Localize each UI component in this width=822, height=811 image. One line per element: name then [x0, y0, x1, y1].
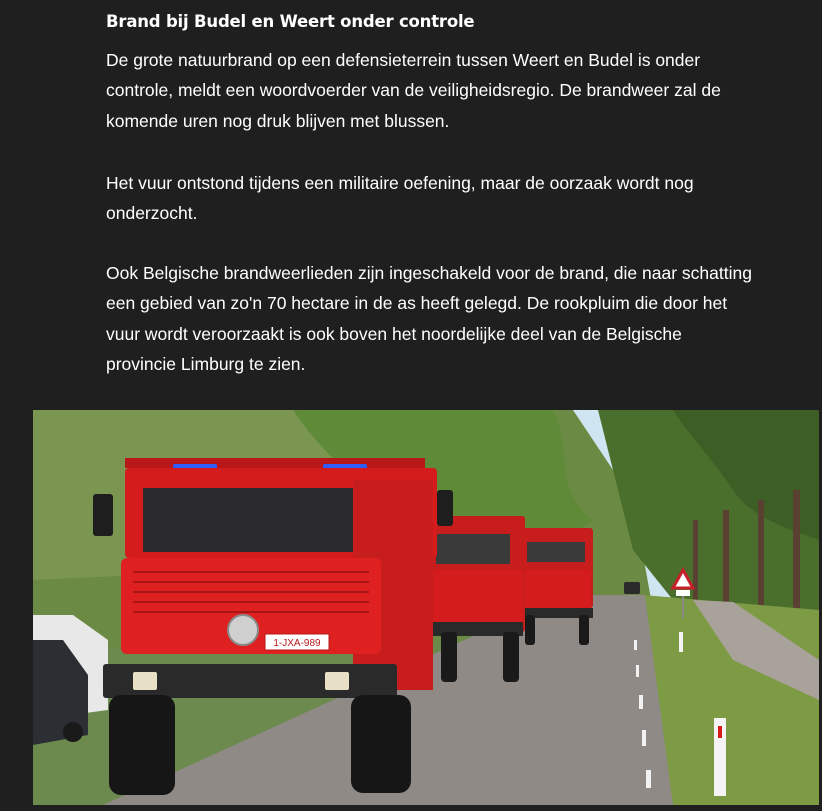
license-plate-text: 1-JXA-989: [273, 638, 321, 649]
article-heading: Brand bij Budel en Weert onder controle: [106, 12, 475, 31]
article-paragraph: Het vuur ontstond tijdens een militaire oefening, maar de oorzaak wordt nog onderzocht.: [106, 173, 694, 224]
article-paragraph: Ook Belgische brandweerlieden zijn ingeschakeld voor de brand, die naar schatting een gebied van zo'n 70 hectare in de as heeft gelegd. De rookpluim die door het vuur wordt veroorzaakt is ook boven het noordelijke deel van de Belgische provincie Limburg te zien.: [106, 263, 752, 374]
bottom-divider: [0, 805, 822, 811]
article-photo: [33, 410, 819, 805]
article-paragraph: De grote natuurbrand op een defensieterrein tussen Weert en Budel is onder controle, meldt een woordvoerder van de veiligheidsregio. De brandweer zal de komende uren nog druk blijven met blussen.: [106, 50, 721, 131]
